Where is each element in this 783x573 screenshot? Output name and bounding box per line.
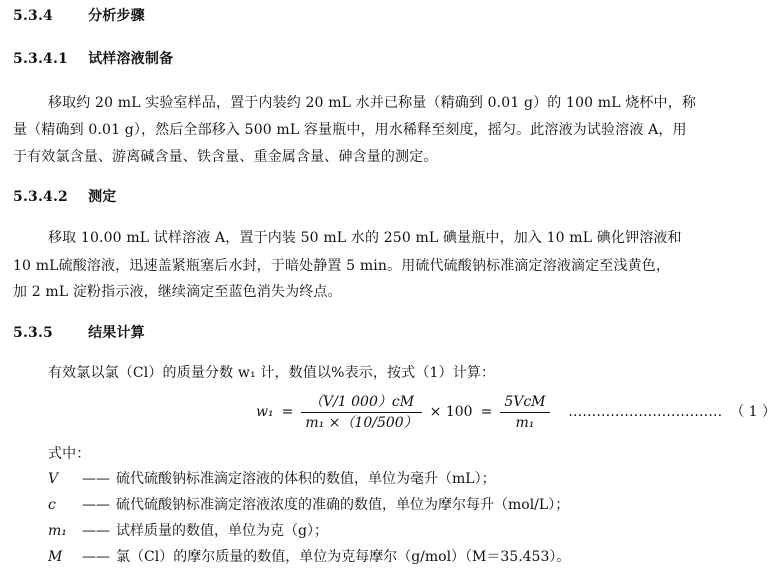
- section-heading-5-3-4-2: [13, 190, 116, 204]
- formula-lhs: w₁: [256, 404, 274, 420]
- formula-fraction-2-denominator: m₁: [515, 414, 535, 431]
- definition-text: 硫代硫酸钠标准滴定溶液浓度的准确的数值，单位为摩尔每升（mol/L）；: [116, 497, 570, 513]
- definition-row-m1: [48, 524, 328, 538]
- section-title: 结果计算: [88, 325, 145, 341]
- formula-times-100: × 100: [429, 404, 473, 420]
- equation-number: （ 1 ）: [730, 404, 776, 420]
- section-number: 5.3.4.1: [13, 51, 68, 67]
- definition-dash: ——: [82, 497, 110, 513]
- formula-fraction-1: [301, 395, 421, 430]
- definition-row-c: [48, 498, 569, 512]
- definition-dash: ——: [82, 523, 110, 539]
- definition-row-v: [48, 472, 496, 486]
- prep-paragraph-line-1: 移取约 20 mL 实验室样品，置于内装约 20 mL 水并已称量（精确到 0.01 g）的 100 mL 烧杯中，称: [48, 95, 697, 111]
- result-intro: 有效氯以氯（Cl）的质量分数 w₁ 计，数值以%表示，按式（1）计算：: [48, 365, 496, 381]
- section-heading-5-3-4-1: [13, 52, 173, 66]
- formula-1: [256, 389, 776, 435]
- section-number: 5.3.5: [13, 325, 53, 341]
- section-number: 5.3.4: [13, 8, 53, 24]
- measure-paragraph-line-3: 加 2 mL 淀粉指示液，继续滴定至蓝色消失为终点。: [13, 284, 342, 300]
- section-heading-5-3-5: [13, 326, 145, 340]
- measure-paragraph-line-1: 移取 10.00 mL 试样溶液 A，置于内装 50 mL 水的 250 mL 碘量瓶中，加入 10 mL 碘化钾溶液和: [48, 230, 682, 246]
- formula-equals-2: =: [480, 404, 493, 420]
- formula-fraction-2: [500, 395, 549, 430]
- prep-paragraph-line-2: 量（精确到 0.01 g），然后全部移入 500 mL 容量瓶中，用水稀释至刻度，摇匀。此溶液为试验溶液 A，用: [13, 122, 687, 138]
- definition-text: 硫代硫酸钠标准滴定溶液的体积的数值，单位为毫升（mL）；: [116, 471, 496, 487]
- section-title: 试样溶液制备: [88, 51, 174, 67]
- definition-symbol: M: [48, 549, 63, 565]
- formula-fraction-1-bar: [301, 412, 421, 413]
- section-title: 测定: [88, 189, 117, 205]
- definition-symbol: m₁: [48, 523, 67, 539]
- definition-symbol: V: [48, 471, 59, 487]
- prep-paragraph-line-3: 于有效氯含量、游离碱含量、铁含量、重金属含量、砷含量的测定。: [13, 149, 438, 165]
- measure-paragraph-line-2: 10 mL硫酸溶液，迅速盖紧瓶塞后水封，于暗处静置 5 min。用硫代硫酸钠标准滴定溶液滴定至浅黄色，: [13, 258, 671, 274]
- definition-dash: ——: [82, 471, 110, 487]
- formula-fraction-2-bar: [500, 412, 549, 413]
- definition-row-m: [48, 550, 570, 564]
- definition-text: 试样质量的数值，单位为克（g）；: [116, 523, 328, 539]
- definition-dash: ——: [82, 549, 110, 565]
- section-heading-5-3-4: [13, 9, 145, 23]
- definition-symbol: c: [48, 497, 56, 513]
- where-label: 式中：: [48, 446, 91, 462]
- section-number: 5.3.4.2: [13, 189, 68, 205]
- formula-fraction-1-numerator: （V/1 000）cM: [308, 393, 415, 410]
- formula-fraction-2-numerator: 5VcM: [504, 393, 546, 410]
- formula-fraction-1-denominator: m₁ ×（10/500）: [305, 414, 418, 431]
- definition-text: 氯（Cl）的摩尔质量的数值，单位为克每摩尔（g/mol）（M＝35.453）。: [116, 549, 571, 565]
- formula-leader-dots: ……………………………: [568, 404, 723, 420]
- formula-equals-1: =: [281, 404, 294, 420]
- section-title: 分析步骤: [88, 8, 145, 24]
